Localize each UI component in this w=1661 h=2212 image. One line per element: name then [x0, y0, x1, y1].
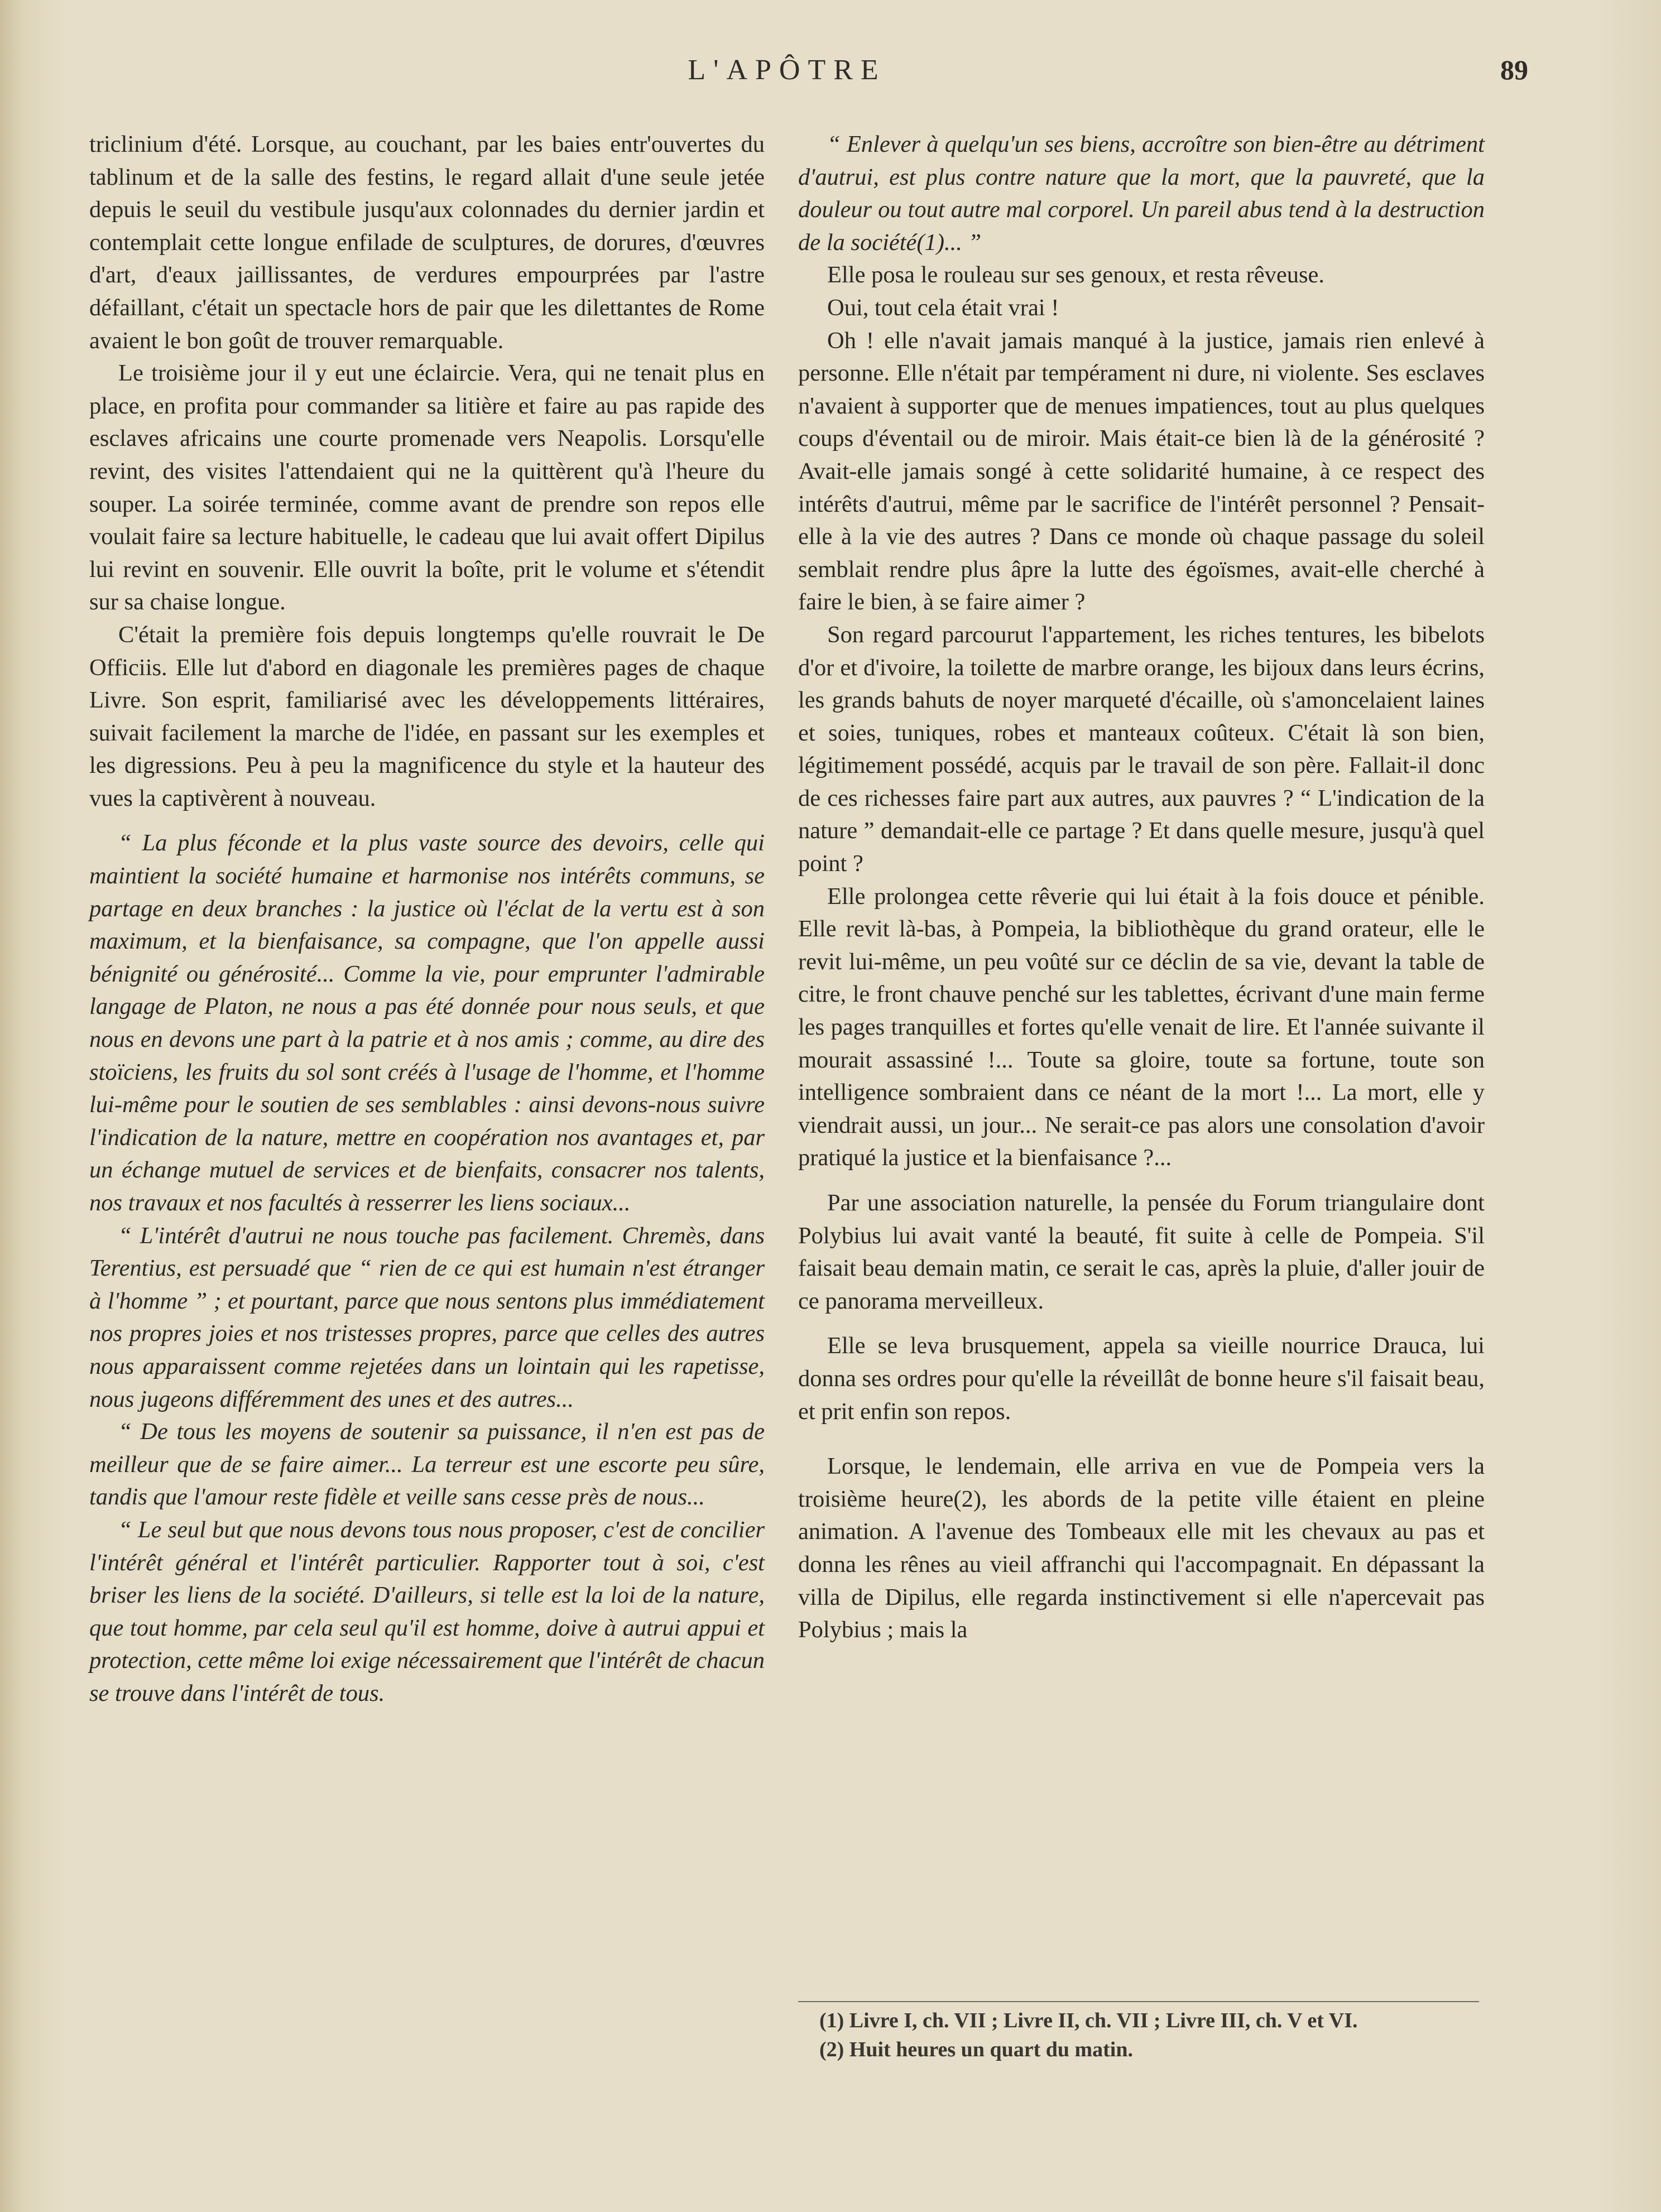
paragraph: Elle posa le rouleau sur ses genoux, et resta rêveuse.: [827, 262, 1325, 288]
page-number: 89: [1500, 54, 1528, 85]
left-column: [89, 128, 765, 1710]
footnote: (2) Huit heures un quart du matin.: [819, 2038, 1134, 2061]
paragraph: Elle prolongea cette rêverie qui lui était à la fois douce et pénible. Elle revit là-bas, à Pompeia, la bibliothèque du grand orateur, elle le revit lui-même, un peu voûté sur ce déclin de sa vie, devant la table de citre, le front chauve penché sur les tablettes, écrivant d'une main ferme les pages tranquilles et fortes qu'elle venait de lire. Et l'année suivante il mourait assassiné !... Toute sa gloire, toute sa fortune, toute son intelligence sombraient dans ce néant de la mort !... La mort, elle y viendrait aussi, un jour... Ne serait-ce pas alors une consolation d'avoir pratiqué la justice et la bienfaisance ?...: [798, 883, 1485, 1171]
running-title: L'APÔTRE: [688, 54, 886, 86]
paragraph: Le troisième jour il y eut une éclaircie. Vera, qui ne tenait plus en place, en profita pour commander sa litière et faire au pas rapide des esclaves africains une courte promenade vers Neapolis. Lorsqu'elle revint, des visites l'attendaient qui ne la quittèrent qu'à l'heure du souper. La soirée terminée, comme avant de prendre son repos elle voulait faire sa lecture habituelle, le cadeau que lui avait offert Dipilus lui revint en souvenir. Elle ouvrit la boîte, prit le volume et s'étendit sur sa chaise longue.: [89, 360, 765, 615]
paragraph: Son regard parcourut l'appartement, les riches tentures, les bibelots d'or et d'ivoire, la toilette de marbre orange, les bijoux dans leurs écrins, les grands bahuts de noyer marqueté d'écaille, où s'amoncelaient laines et soies, tuniques, robes et manteaux coûteux. C'était là son bien, légitimement possédé, acquis par le travail de son père. Fallait-il donc de ces richesses faire part aux autres, aux pauvres ? “ L'indication de la nature ” demandait-elle ce partage ? Et dans quelle mesure, jusqu'à quel point ?: [798, 621, 1485, 877]
paragraph: Lorsque, le lendemain, elle arriva en vue de Pompeia vers la troisième heure(2), les abords de la petite ville étaient en pleine animation. A l'avenue des Tombeaux elle mit les chevaux au pas et donna les rênes au vieil affranchi qui l'accompagnait. En dépassant la villa de Dipilus, elle regarda instinctivement si elle n'apercevait pas Polybius ; mais la: [798, 1453, 1485, 1643]
quote-paragraph: “ De tous les moyens de soutenir sa puissance, il n'en est pas de meilleur que de se faire aimer... La terreur est une escorte peu sûre, tandis que l'amour reste fidèle et veille sans cesse près de nous...: [89, 1418, 765, 1511]
paragraph: Elle se leva brusquement, appela sa vieille nourrice Drauca, lui donna ses ordres pour qu'elle la réveillât de bonne heure s'il faisait beau, et prit enfin son repos.: [798, 1333, 1485, 1425]
footnote: (1) Livre I, ch. VII ; Livre II, ch. VII ; Livre III, ch. V et VI.: [819, 2009, 1358, 2032]
paragraph: Oui, tout cela était vrai !: [827, 294, 1059, 321]
paragraph: triclinium d'été. Lorsque, au couchant, par les baies entr'ouvertes du tablinum et de la salle des festins, le regard allait d'une seule jetée depuis le seuil du vestibule jusqu'aux colonnades du dernier jardin et contemplait cette longue enfilade de sculptures, de dorures, d'œuvres d'art, d'eaux jaillissantes, de verdures empourprées par l'astre défaillant, c'était un spectacle hors de pair que les dilettantes de Rome avaient le bon goût de trouver remarquable.: [89, 131, 765, 354]
right-column: [798, 128, 1485, 1647]
paragraph: C'était la première fois depuis longtemps qu'elle rouvrait le De Officiis. Elle lut d'abord en diagonale les premières pages de chaque Livre. Son esprit, familiarisé avec les développements littéraires, suivait facilement la marche de l'idée, en passant sur les exemples et les digressions. Peu à peu la magnificence du style et la hauteur des vues la captivèrent à nouveau.: [89, 621, 765, 811]
quote-paragraph: “ L'intérêt d'autrui ne nous touche pas facilement. Chremès, dans Terentius, est persuadé que “ rien de ce qui est humain n'est étranger à l'homme ” ; et pourtant, parce que nous sentons plus immédiatement nos propres joies et nos tristesses propres, parce que celles des autres nous apparaissent comme rejetées dans un lointain qui les rapetisse, nous jugeons différemment des unes et des autres...: [89, 1222, 765, 1412]
paragraph: Oh ! elle n'avait jamais manqué à la justice, jamais rien enlevé à personne. Elle n'était par tempérament ni dure, ni violente. Ses esclaves n'avaient à supporter que de menues impatiences, tout au plus quelques coups d'éventail ou de miroir. Mais était-ce bien là de la générosité ? Avait-elle jamais songé à cette solidarité humaine, à ce respect des intérêts d'autrui, même par le sacrifice de l'intérêt personnel ? Pensait-elle à la vie des autres ? Dans ce monde où chaque passage du soleil semblait rendre plus âpre la lutte des égoïsmes, avait-elle cherché à faire le bien, à se faire aimer ?: [798, 327, 1485, 615]
paragraph: Par une association naturelle, la pensée du Forum triangulaire dont Polybius lui avait vanté la beauté, fit suite à celle de Pompeia. S'il faisait beau demain matin, ce serait le cas, après la pluie, d'aller jouir de ce panorama merveilleux.: [798, 1190, 1485, 1314]
quote-paragraph: “ Le seul but que nous devons tous nous proposer, c'est de concilier l'intérêt général et l'intérêt particulier. Rapporter tout à soi, c'est briser les liens de la société. D'ailleurs, si telle est la loi de la nature, que tout homme, par cela seul qu'il est homme, doive à autrui appui et protection, cette même loi exige nécessairement que l'intérêt de chacun se trouve dans l'intérêt de tous.: [89, 1516, 765, 1706]
quote-paragraph: “ Enlever à quelqu'un ses biens, accroître son bien-être au détriment d'autrui, est plus contre nature que la mort, que la pauvreté, que la douleur ou tout autre mal corporel. Un pareil abus tend à la destruction de la société(1)... ”: [798, 131, 1485, 256]
footnotes: [798, 2001, 1479, 2066]
quote-paragraph: “ La plus féconde et la plus vaste source des devoirs, celle qui maintient la société humaine et harmonise nos intérêts communs, se partage en deux branches : la justice où l'éclat de la vertu est à son maximum, et la bienfaisance, sa compagne, que l'on appelle aussi bénignité ou générosité... Comme la vie, pour emprunter l'admirable langage de Platon, ne nous a pas été donnée pour nous seuls, et que nous en devons une part à la patrie et à nos amis ; comme, au dire des stoïciens, les fruits du sol sont créés à l'usage de l'homme, et l'homme lui-même pour le soutien de ses semblables : ainsi devons-nous suivre l'indication de la nature, mettre en coopération nos avantages et, par un échange mutuel de services et de bienfaits, consacrer nos talents, nos travaux et nos facultés à resserrer les liens sociaux...: [89, 830, 765, 1216]
